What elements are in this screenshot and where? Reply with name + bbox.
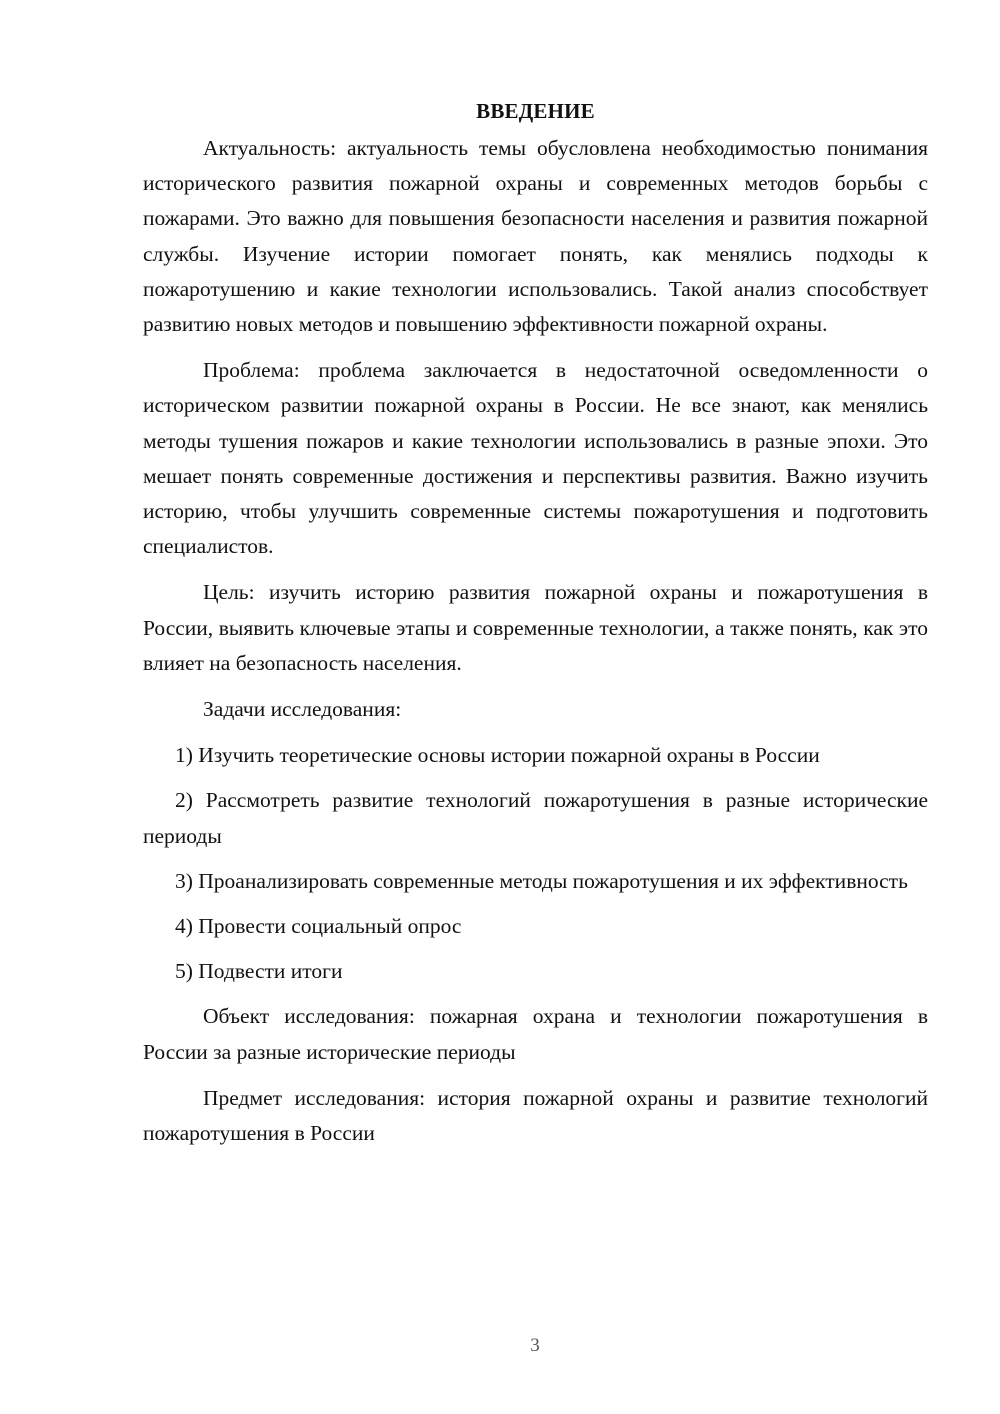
- paragraph-problem: Проблема: проблема заключается в недостаточной осведомленности о историческом развитии пожарной охраны в России. Не все знают, как менялись методы тушения пожаров и какие технологии использовались в разные эпохи. Это мешает понять современные достижения и перспективы развития. Важно изучить историю, чтобы улучшить современные системы пожаротушения и подготовить специалистов.: [143, 358, 928, 559]
- task-item-5: 5) Подвести итоги: [175, 959, 343, 984]
- page-number: 3: [530, 1335, 540, 1356]
- paragraph-relevance: Актуальность: актуальность темы обусловлена необходимостью понимания исторического развития пожарной охраны и современных методов борьбы с пожарами. Это важно для повышения безопасности населения и развития пожарной службы. Изучение истории помогает понять, как менялись подходы к пожаротушению и какие технологии использовались. Такой анализ способствует развитию новых методов и повышению эффективности пожарной охраны.: [143, 136, 928, 337]
- page-title: ВВЕДЕНИЕ: [476, 99, 595, 123]
- paragraph-tasks-heading: Задачи исследования:: [203, 697, 402, 722]
- paragraph-object: Объект исследования: пожарная охрана и технологии пожаротушения в России за разные исторические периоды: [143, 1004, 928, 1064]
- document-body: [143, 96, 928, 1162]
- task-item-3: 3) Проанализировать современные методы пожаротушения и их эффективность: [175, 868, 908, 893]
- task-item-2: 2) Рассмотреть развитие технологий пожаротушения в разные исторические периоды: [143, 788, 928, 848]
- paragraph-goal: Цель: изучить историю развития пожарной охраны и пожаротушения в России, выявить ключевые этапы и современные технологии, а также понять, как это влияет на безопасность населения.: [143, 580, 928, 675]
- task-item-1: 1) Изучить теоретические основы истории пожарной охраны в России: [175, 743, 820, 768]
- paragraph-subject: Предмет исследования: история пожарной охраны и развитие технологий пожаротушения в России: [143, 1085, 928, 1146]
- task-list: [143, 738, 928, 989]
- task-item-4: 4) Провести социальный опрос: [175, 914, 462, 939]
